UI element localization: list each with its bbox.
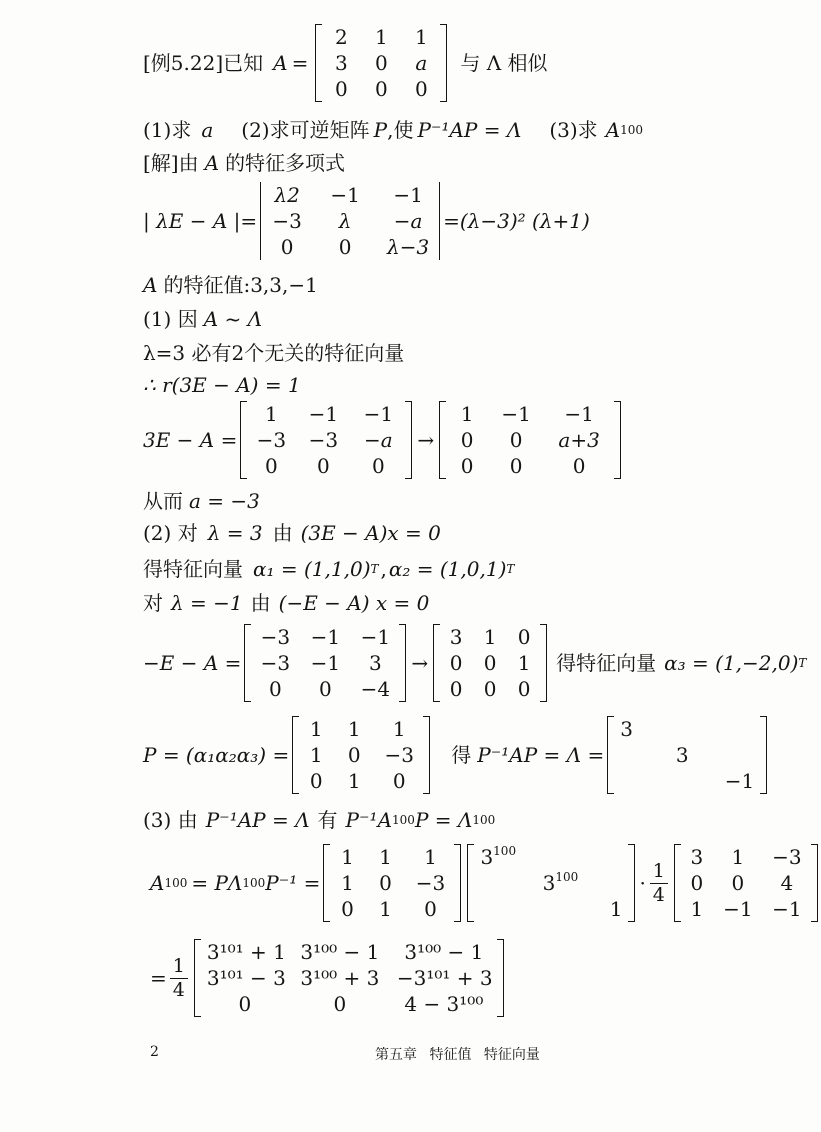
rank-statement: ∴ r(3E − A) = 1 (143, 373, 301, 397)
determinant: λ2 −1 −1 −3 λ −a 0 0 λ−3 (260, 182, 440, 260)
matrix-lambda-100: $3^{100}$ $3^{100}$ 1 (467, 844, 635, 922)
q2: (2)求可逆矩阵 (241, 118, 370, 142)
independent-vectors: λ=3 必有2个无关的特征向量 (143, 341, 405, 365)
matrix-reduced-1: 1 −1 −1 0 0 a+3 0 0 0 (439, 401, 621, 479)
similarity-equation: P⁻¹AP = Λ (417, 118, 522, 142)
matrix-p-inverse: 3 1 −3 0 0 4 1 −1 −1 (674, 844, 818, 922)
part3-relation: (3) 由 P⁻¹AP = Λ 有 P⁻¹A 100 P = Λ 100 (143, 808, 496, 832)
similar-text: 与 Λ 相似 (460, 51, 548, 75)
matrix-reduced-2: 3 1 0 0 0 1 0 0 0 (433, 624, 547, 702)
matrix-3e-minus-a: 1 −1 −1 −3 −3 −a 0 0 0 (240, 401, 412, 479)
chapter-title: 第五章 特征值 特征向量 (375, 1047, 540, 1063)
q3: (3)求 (549, 118, 598, 142)
arrow-icon: → (417, 428, 435, 452)
a100-result: = $\frac{1}{4}$ 3¹⁰¹ + 1 3¹⁰⁰ − 1 3¹⁰⁰ − 1 3¹⁰¹ − 3 3¹⁰⁰ + 3 −3¹⁰¹ + 3 0 0 4 − 3¹⁰⁰ (150, 932, 507, 1024)
matrix-symbol: A (273, 51, 288, 75)
part1-similar: (1) 因 A ~ Λ (143, 307, 263, 331)
matrix-p-2: 1 1 1 1 0 −3 0 1 0 (323, 844, 461, 922)
matrix-lambda: 3 3 −1 (607, 716, 767, 794)
question-list: (1)求 a (2)求可逆矩阵 P ,使 P⁻¹AP = Λ (3)求 A 100 (143, 118, 644, 142)
problem-statement (143, 22, 548, 104)
page-number: 2 (150, 1044, 159, 1060)
example-label: [例5.22]已知 (143, 51, 264, 75)
part2-lambda-minus1: 对 λ = −1 由 (−E − A) x = 0 (143, 591, 430, 615)
solution-intro: [解]由 A 的特征多项式 (143, 151, 346, 175)
row-reduction-1: 3E − A = 1 −1 −1 −3 −3 −a 0 0 0 → 1 −1 −1 0 0 a+3 0 0 0 (143, 398, 624, 482)
a-value: 从而 a = −3 (143, 489, 260, 513)
fraction-quarter-2: $\frac{1}{4}$ (170, 957, 188, 1000)
matrix-p-and-lambda: P = (α₁α₂α₃) = 1 1 1 1 0 −3 0 1 0 得 P⁻¹AP = Λ = 3 3 −1 (143, 712, 770, 798)
row-reduction-2: −E − A = −3 −1 −1 −3 −1 3 0 0 −4 → 3 1 0 0 0 1 0 0 0 得特征向量 α₃ = (1,−2,0) T (143, 625, 807, 701)
matrix-minus-e-minus-a: −3 −1 −1 −3 −1 3 0 0 −4 (244, 624, 406, 702)
matrix-a100: 3¹⁰¹ + 1 3¹⁰⁰ − 1 3¹⁰⁰ − 1 3¹⁰¹ − 3 3¹⁰⁰ + 3 −3¹⁰¹ + 3 0 0 4 − 3¹⁰⁰ (194, 939, 504, 1017)
fraction-quarter: $\frac{1}{4}$ (650, 862, 668, 905)
eigenvectors-1-2: 得特征向量 α₁ = (1,1,0) T , α₂ = (1,0,1) T (143, 557, 515, 581)
arrow-icon: → (411, 651, 429, 675)
characteristic-polynomial: | λE − A |= λ2 −1 −1 −3 λ −a 0 0 λ−3 =(λ−3)² (λ+1) (143, 183, 590, 259)
q1: (1)求 (143, 118, 192, 142)
eigenvalues: A 的特征值:3,3,−1 (143, 273, 318, 297)
matrix-p: 1 1 1 1 0 −3 0 1 0 (292, 716, 430, 794)
equals: = (291, 51, 309, 75)
matrix-a: 2 1 1 3 0 a 0 0 0 (315, 24, 447, 102)
a100-product: A 100 = PΛ 100 P⁻¹ = 1 1 1 1 0 −3 0 1 0 $3^{100}$ $3^{100}$ 1 · $\frac{1}{4}$ 3 1 −3 0 0 4 1 −1 −1 (150, 838, 821, 928)
part2-lambda3: (2) 对 λ = 3 由 (3E − A)x = 0 (143, 521, 441, 545)
